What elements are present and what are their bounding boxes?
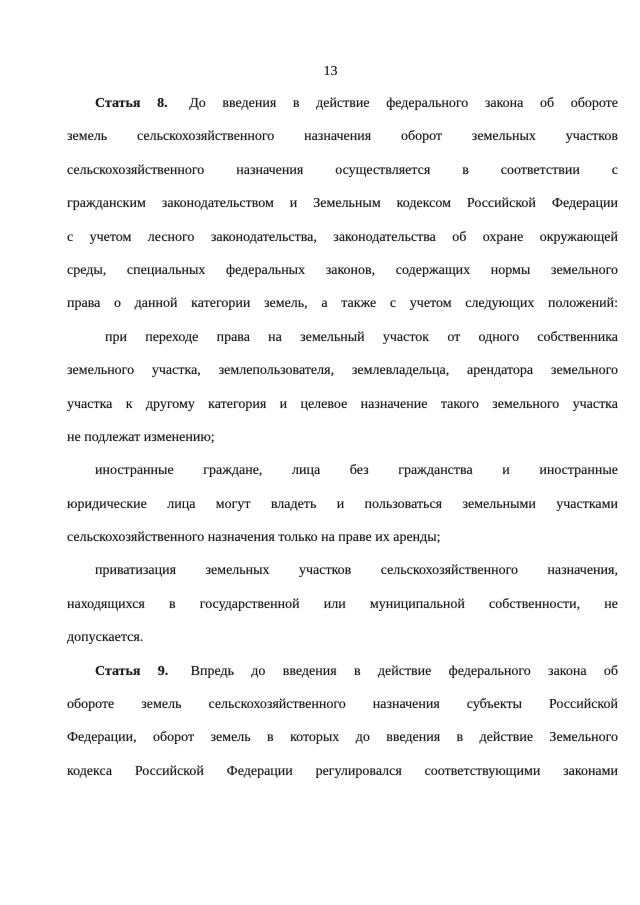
- paragraph-clause-transfer: [67, 321, 618, 455]
- text-line: участка к другому категория и целевое назначение такого земельного участка: [67, 396, 618, 412]
- article-9-heading: Статья 9.: [95, 663, 169, 679]
- text-line: [67, 87, 618, 120]
- text-line: обороте земель сельскохозяйственного назначения субъекты Российской: [67, 697, 618, 713]
- text-line: с учетом лесного законодательства, законодательства об охране окружающей: [67, 229, 618, 245]
- text-line-rest: До введения в действие федерального закона об обороте: [189, 96, 618, 111]
- text-line: Федерации, оборот земель в которых до введения в действие Земельного: [67, 730, 618, 746]
- article-8-heading: Статья 8.: [95, 96, 168, 111]
- text-line: земельного участка, землепользователя, землевладельца, арендатора земельного: [67, 363, 618, 379]
- text-line: права о данной категории земель, а также с учетом следующих положений:: [67, 296, 618, 312]
- page-number: 13: [323, 64, 338, 79]
- text-line: земель сельскохозяйственного назначения оборот земельных участков: [67, 129, 618, 145]
- text-line: сельскохозяйственного назначения осуществляется в соответствии с: [67, 162, 618, 178]
- text-line-rest: Впредь до введения в действие федерального закона об: [190, 663, 619, 679]
- document-body: [67, 87, 618, 788]
- text-line: не подлежат изменению;: [67, 429, 215, 445]
- text-line: [67, 655, 618, 688]
- text-line: находящихся в государственной или муниципальной собственности, не: [67, 596, 618, 612]
- paragraph-clause-privatization: [67, 554, 618, 654]
- text-line: приватизация земельных участков сельскохозяйственного назначения,: [95, 563, 618, 579]
- text-line: кодекса Российской Федерации регулировался соответствующими законами: [67, 763, 618, 779]
- paragraph-article-9: [67, 655, 618, 789]
- paragraph-article-8: [67, 87, 618, 321]
- text-line: иностранные граждане, лица без гражданства и иностранные: [95, 463, 618, 479]
- text-line: при переходе права на земельный участок от одного собственника: [105, 329, 618, 345]
- paragraph-clause-foreigners: [67, 454, 618, 554]
- text-line: допускается.: [67, 630, 144, 646]
- text-line: сельскохозяйственного назначения только на праве их аренды;: [67, 530, 441, 546]
- text-line: гражданским законодательством и Земельным кодексом Российской Федерации: [67, 196, 618, 212]
- text-line: среды, специальных федеральных законов, содержащих нормы земельного: [67, 262, 618, 278]
- text-line: юридические лица могут владеть и пользоваться земельными участками: [67, 496, 618, 512]
